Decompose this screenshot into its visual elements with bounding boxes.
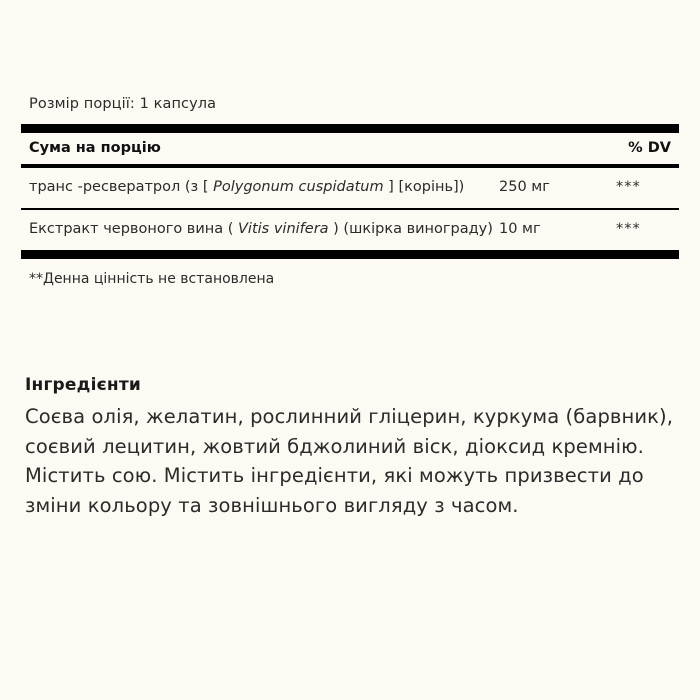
nutrient-name-italic: Polygonum cuspidatum <box>213 179 384 195</box>
nutrient-dv: *** <box>616 220 641 237</box>
percent-dv-label: % DV <box>628 140 671 156</box>
table-row <box>21 210 679 250</box>
serving-size-text: Розмір порції: 1 капсула <box>29 96 217 112</box>
divider-thick-bottom <box>21 250 679 259</box>
amount-per-serving-header <box>21 133 679 164</box>
divider-thick-top <box>21 124 679 133</box>
nutrient-amount: 10 мг <box>499 220 541 237</box>
ingredients-section <box>21 375 681 521</box>
nutrient-name <box>29 219 499 241</box>
nutrient-name-pre: Екстракт червоного вина ( <box>29 220 239 237</box>
nutrient-name-pre: транс -ресвератрол (з [ <box>29 179 214 195</box>
amount-per-serving-label: Сума на порцію <box>29 140 161 156</box>
ingredients-title: Інгредієнти <box>25 375 141 395</box>
nutrient-name-post: ] [корінь]) <box>383 179 465 195</box>
nutrient-name-post: ) (шкірка винограду) <box>328 220 493 237</box>
nutrient-amount: 250 мг <box>499 179 550 195</box>
nutrient-name <box>29 177 499 199</box>
ingredients-text: Соєва олія, желатин, рослинний гліцерин, куркума (барвник), соєвий лецитин, жовтий бджолиний віск, діоксид кремнію. Містить сою. Містить інгредієнти, які можуть призвести до зміни кольору та зовнішнього вигляду з часом. <box>25 405 674 517</box>
nutrient-dv: *** <box>616 179 641 195</box>
daily-value-footnote: **Денна цінність не встановлена <box>29 270 275 287</box>
nutrient-name-italic: Vitis vinifera <box>238 220 329 237</box>
supplement-facts-panel <box>21 96 679 289</box>
table-row <box>21 168 679 208</box>
